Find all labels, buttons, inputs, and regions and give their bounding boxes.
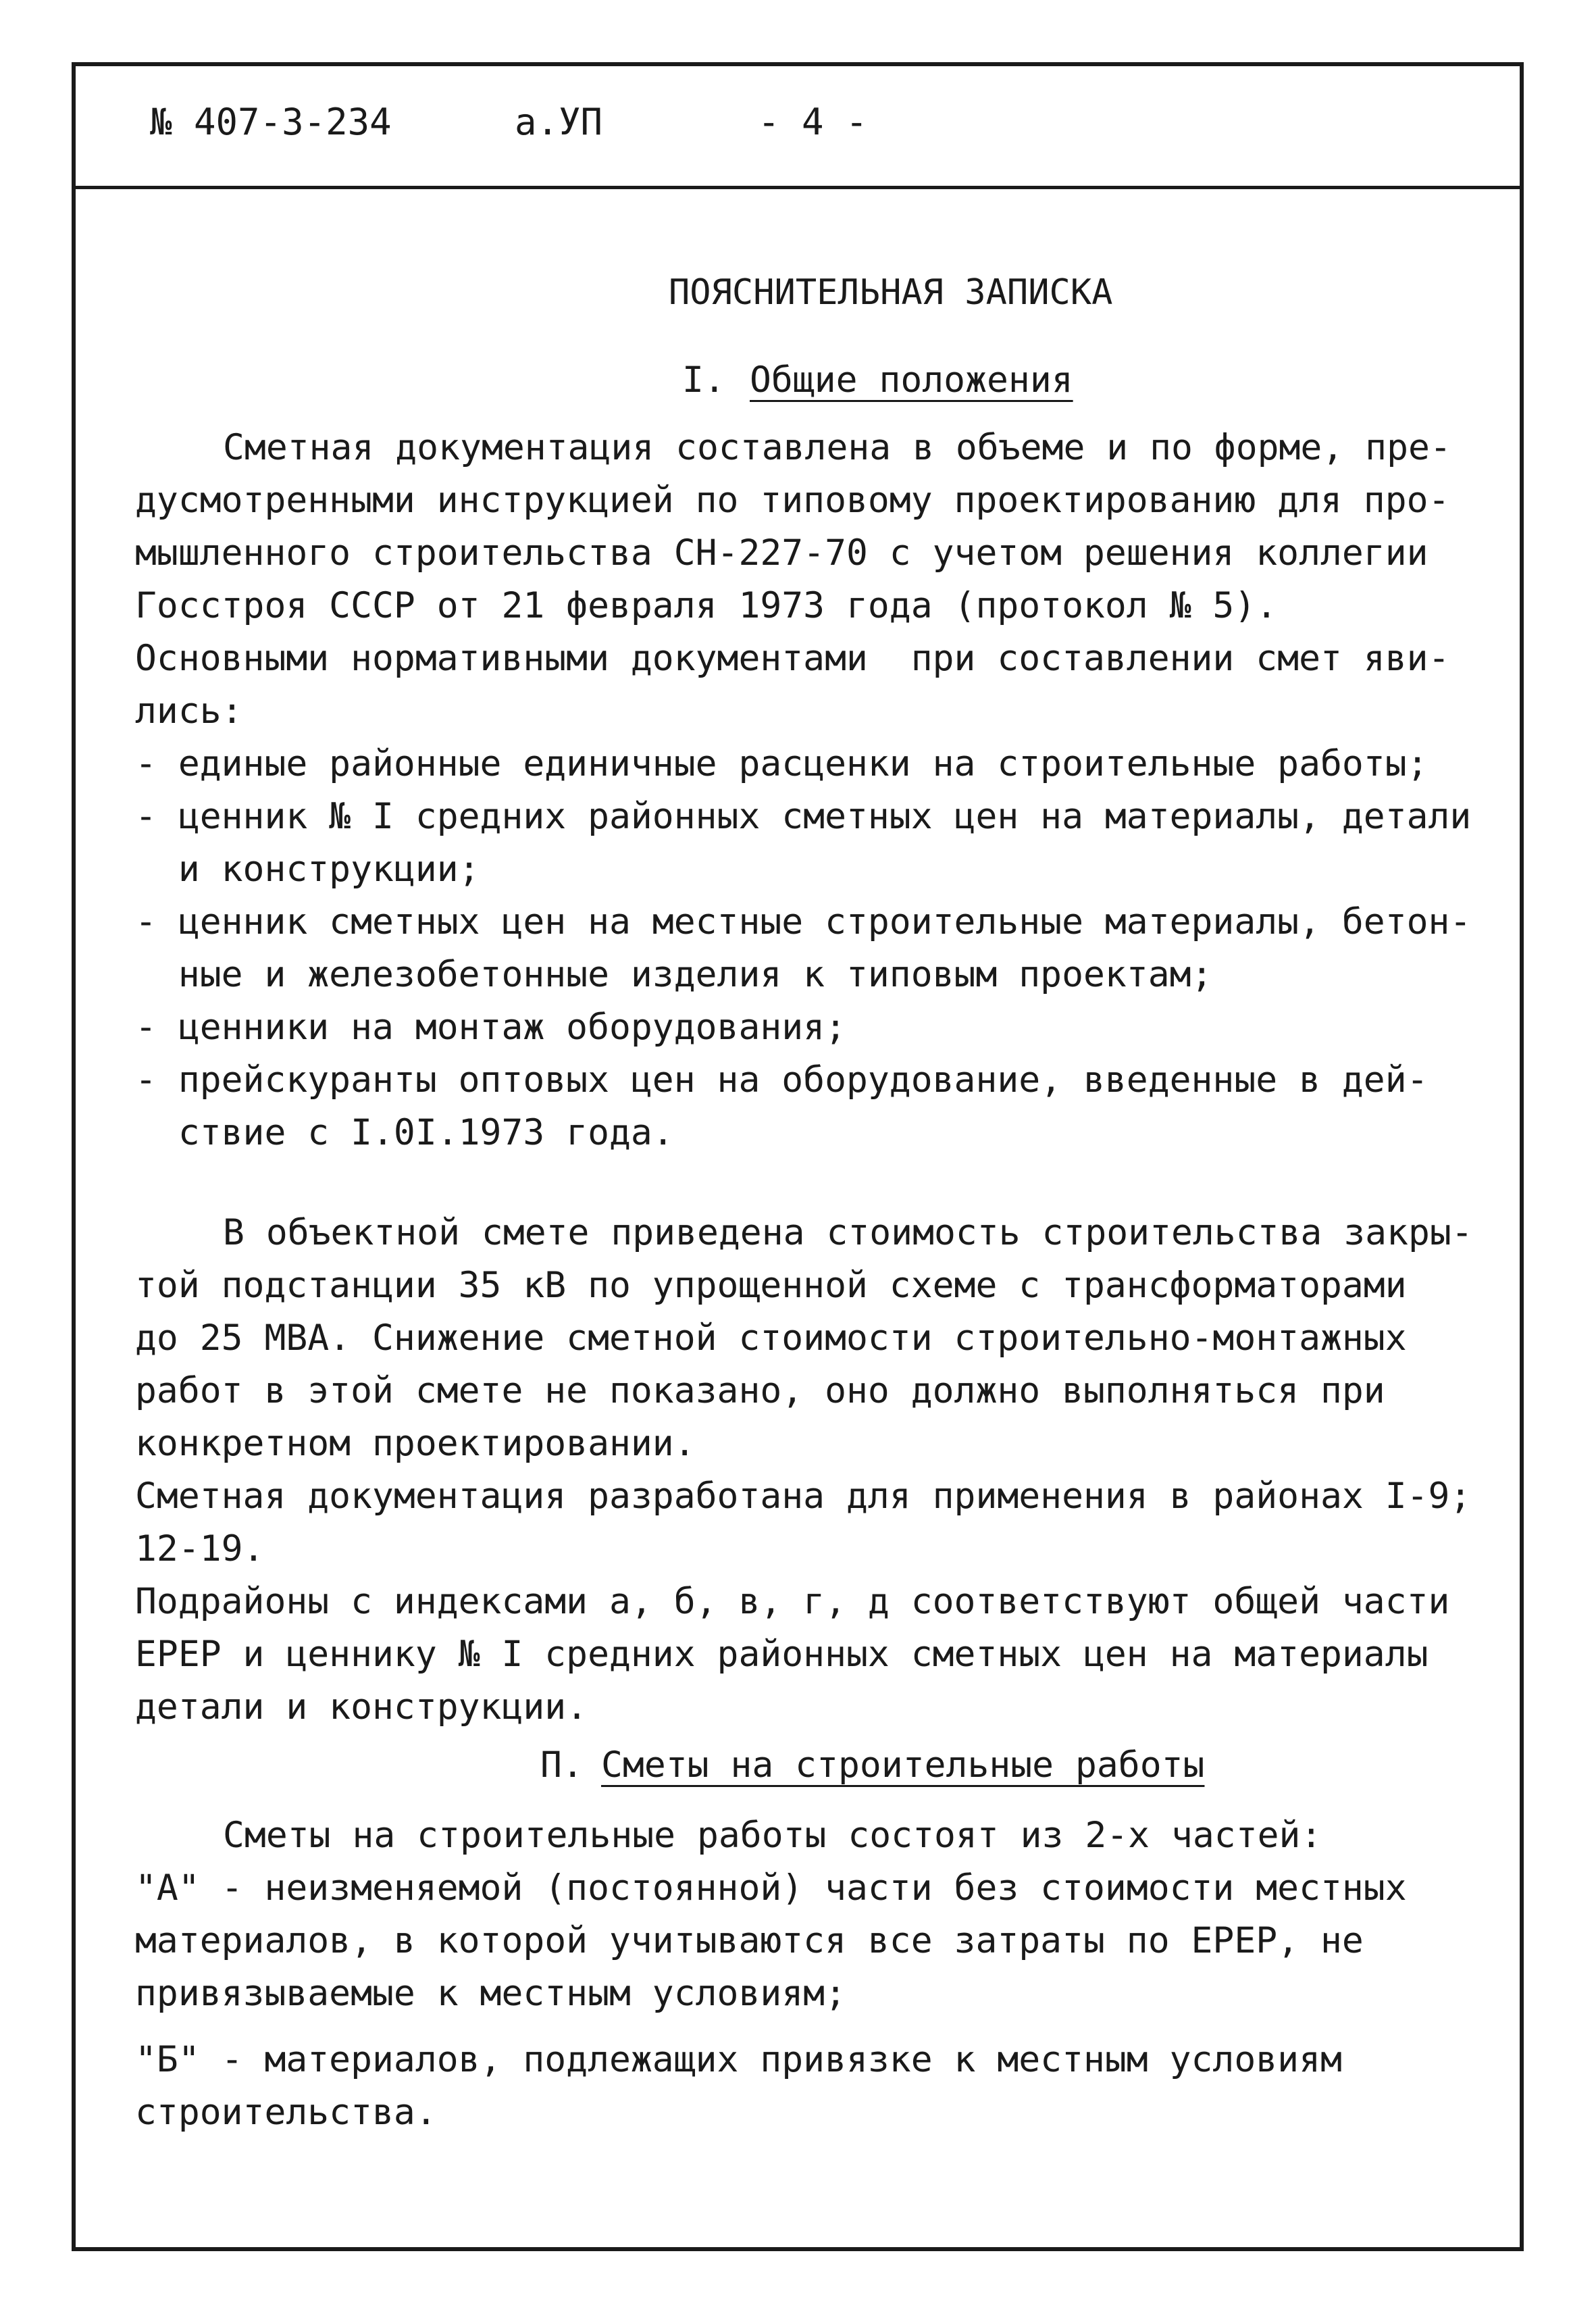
- paragraph-line: Основными нормативными документами при составлении смет яви-: [135, 638, 1450, 679]
- paragraph-line: дусмотренными инструкцией по типовому проектированию для про-: [135, 480, 1450, 521]
- paragraph-line: "Б" - материалов, подлежащих привязке к местным условиям: [135, 2039, 1342, 2080]
- paragraph-line: детали и конструкции.: [135, 1686, 588, 1728]
- paragraph-line: Сметы на строительные работы состоят из 2-х частей:: [223, 1815, 1322, 1856]
- list-item: - прейскуранты оптовых цен на оборудование, введенные в дей-: [135, 1059, 1428, 1101]
- list-item: ные и железобетонные изделия к типовым проектам;: [135, 954, 1213, 995]
- section-1-heading: Общие положения: [750, 359, 1073, 401]
- paragraph-line: Сметная документация составлена в объеме и по форме, пре-: [223, 427, 1451, 468]
- paragraph-line: строительства.: [135, 2092, 437, 2133]
- paragraph-line: лись:: [135, 690, 243, 732]
- paragraph-line: 12-19.: [135, 1528, 265, 1569]
- paragraph-line: до 25 МВА. Снижение сметной стоимости строительно-монтажных: [135, 1317, 1407, 1359]
- document-number: № 407-3-234: [150, 101, 392, 143]
- section-2-heading: Сметы на строительные работы: [601, 1744, 1205, 1786]
- paragraph-line: привязываемые к местным условиям;: [135, 1973, 846, 2014]
- list-item: - ценники на монтаж оборудования;: [135, 1007, 846, 1048]
- paragraph-line: мышленного строительства СН-227-70 с учетом решения коллегии: [135, 532, 1428, 574]
- section-2-number: П.: [540, 1744, 584, 1786]
- paragraph-line: Госстроя СССР от 21 февраля 1973 года (протокол № 5).: [135, 585, 1278, 626]
- list-item: - единые районные единичные расценки на строительные работы;: [135, 743, 1428, 784]
- list-item: ствие с I.0I.1973 года.: [135, 1112, 674, 1153]
- list-item: - ценник сметных цен на местные строительные материалы, бетон-: [135, 901, 1472, 942]
- album-number: а.УП: [515, 101, 603, 143]
- paragraph-line: Сметная документация разработана для применения в районах I-9;: [135, 1476, 1472, 1517]
- section-1-number: I.: [682, 359, 725, 401]
- paragraph-line: "А" - неизменяемой (постоянной) части без стоимости местных: [135, 1867, 1407, 1909]
- paragraph-line: материалов, в которой учитываются все затраты по ЕРЕР, не: [135, 1920, 1364, 1961]
- paragraph-line: конкретном проектировании.: [135, 1423, 696, 1464]
- page-title: ПОЯСНИТЕЛЬНАЯ ЗАПИСКА: [669, 272, 1113, 313]
- paragraph-line: той подстанции 35 кВ по упрощенной схеме с трансформаторами: [135, 1265, 1407, 1306]
- paragraph-line: ЕРЕР и ценнику № I средних районных сметных цен на материалы: [135, 1634, 1428, 1675]
- page-number: - 4 -: [758, 101, 868, 143]
- paragraph-line: работ в этой смете не показано, оно должно выполняться при: [135, 1370, 1385, 1411]
- document-header: [76, 66, 1520, 189]
- list-item: и конструкции;: [135, 849, 480, 890]
- paragraph-line: В объектной смете приведена стоимость строительства закры-: [223, 1212, 1473, 1253]
- paragraph-line: Подрайоны с индексами а, б, в, г, д соответствуют общей части: [135, 1581, 1450, 1622]
- list-item: - ценник № I средних районных сметных цен на материалы, детали: [135, 796, 1472, 837]
